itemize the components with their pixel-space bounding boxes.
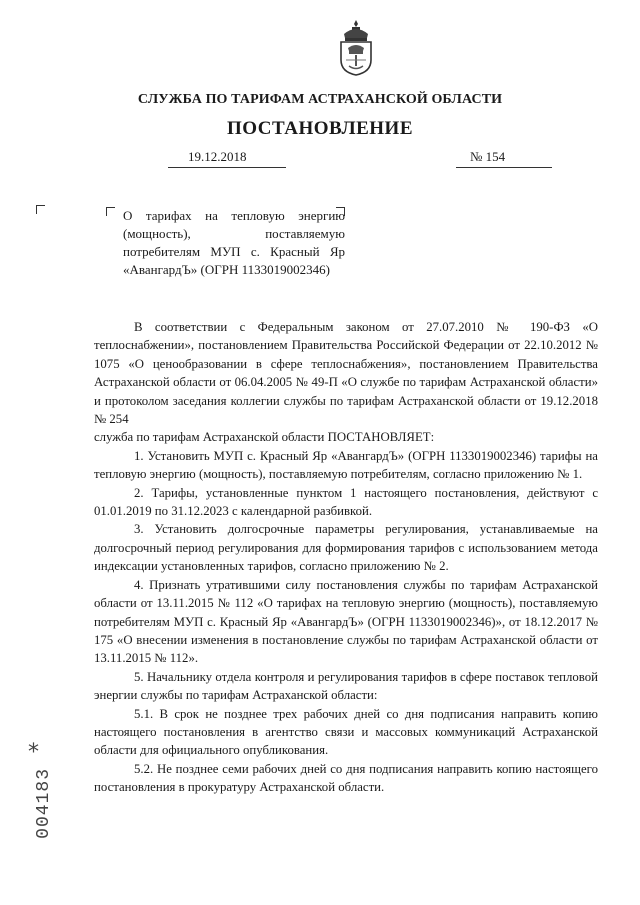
agency-name: СЛУЖБА ПО ТАРИФАМ АСТРАХАНСКОЙ ОБЛАСТИ xyxy=(137,92,503,107)
clause-1: 1. Установить МУП с. Красный Яр «АвангардЪ» (ОГРН 1133019002346) тарифы на тепловую энергию (мощность), поставляемую потребителям, согласно приложению № 1. xyxy=(94,448,598,482)
clause-4: 4. Признать утратившими силу постановления службы по тарифам Астраханской области от 13.11.2015 № 112 «О тарифах на тепловую энергию (мощность), поставляемую потребителям МУП с. Красный Яр «АвангардЪ» (ОГРН 1133019002346)», от 18.12.2017 № 175 «О внесении изменения в постановление службы по тарифам Астраханской области от 13.11.2015 № 112». xyxy=(94,577,598,666)
serial-stamp xyxy=(34,734,56,884)
astrakhan-coat-of-arms-icon xyxy=(336,18,376,76)
resolution-line: служба по тарифам Астраханской области ПОСТАНОВЛЯЕТ: xyxy=(94,430,435,445)
stamp-star-mark: * xyxy=(28,740,39,765)
document-subject: О тарифах на тепловую энергию (мощность), поставляемую потребителям МУП с. Красный Яр «АвангардЪ» (ОГРН 1133019002346) xyxy=(123,208,345,277)
subject-corner-mark-left xyxy=(106,207,115,216)
clause-3: 3. Установить долгосрочные параметры регулирования, устанавливаемые на долгосрочный период регулирования для формирования тарифов с использованием метода индексации установленных тарифов, согласно приложению № 2. xyxy=(94,522,598,574)
clause-5-1: 5.1. В срок не позднее трех рабочих дней со дня подписания направить копию настоящего постановления в агентство связи и массовых коммуникаций Астраханской области для официального опубликования. xyxy=(94,706,598,758)
document-body xyxy=(94,318,598,797)
document-type: ПОСТАНОВЛЕНИЕ xyxy=(226,118,414,139)
clause-5: 5. Начальнику отдела контроля и регулирования тарифов в сфере поставок тепловой энергии службы по тарифам Астраханской области: xyxy=(94,669,598,703)
subject-corner-mark-outer xyxy=(36,205,45,214)
clause-2: 2. Тарифы, установленные пунктом 1 настоящего постановления, действуют с 01.01.2019 по 31.12.2023 с календарной разбивкой. xyxy=(94,485,598,519)
document-date: 19.12.2018 xyxy=(168,149,286,168)
preamble-paragraph: В соответствии с Федеральным законом от 27.07.2010 № 190-ФЗ «О теплоснабжении», постановлением Правительства Российской Федерации от 22.10.2012 № 1075 «О ценообразовании в сфере теплоснабжения», постановлением Правительства Астраханской области от 06.04.2005 № 49-П «О службе по тарифам Астраханской области» и протоколом заседания коллегии службы по тарифам Астраханской области от 19.12.2018 № 254 xyxy=(94,320,598,427)
clause-5-2: 5.2. Не позднее семи рабочих дней со дня подписания направить копию настоящего постановления в прокуратуру Астраханской области. xyxy=(94,761,598,795)
serial-stamp-number: 004183 xyxy=(34,768,54,839)
document-number: № 154 xyxy=(456,149,552,168)
